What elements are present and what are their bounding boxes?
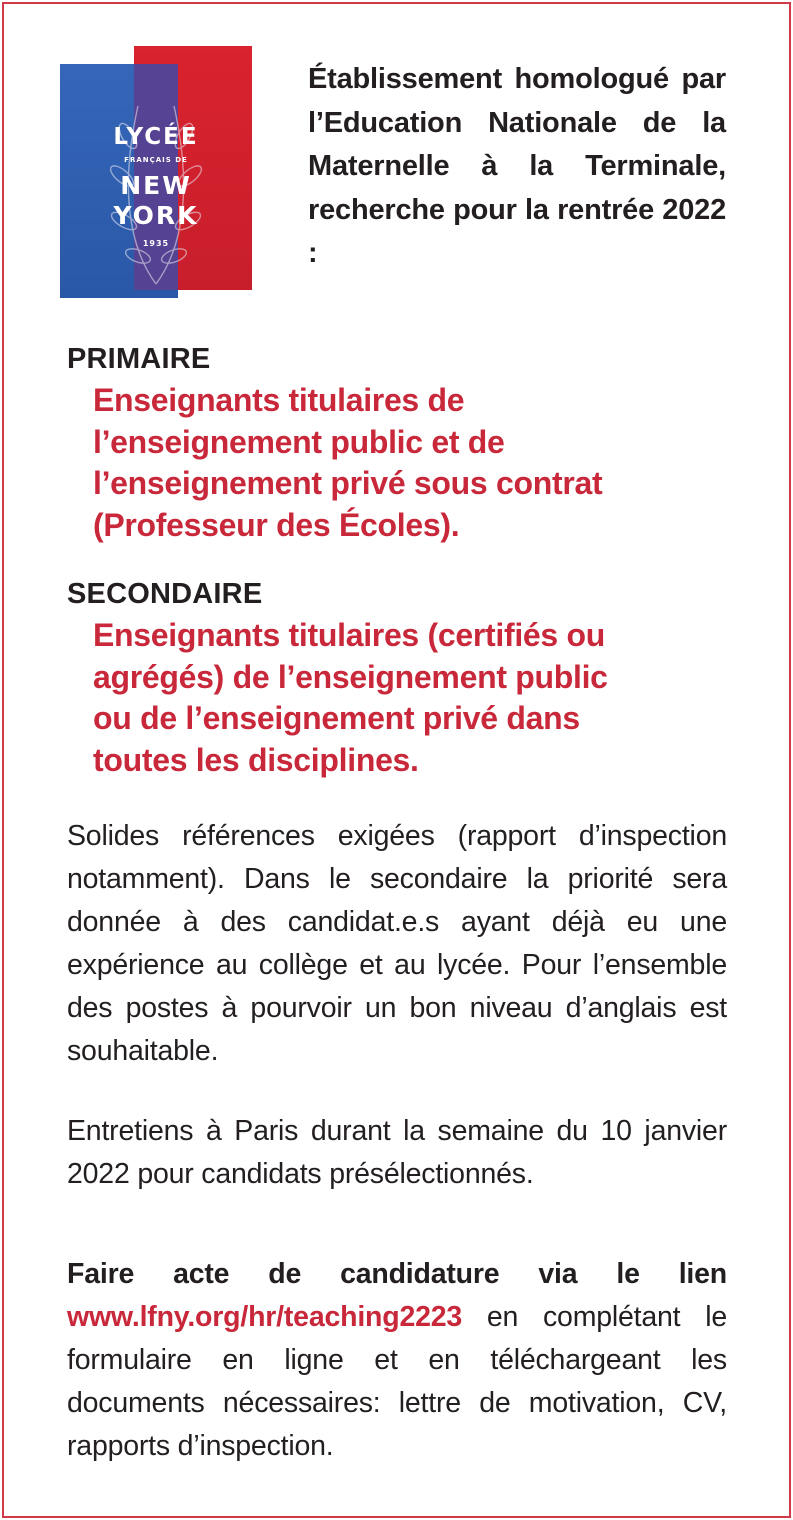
candidature-link[interactable]: www.lfny.org/hr/teaching2223 — [67, 1301, 463, 1333]
candidature-rest: en complétant le formulaire en ligne et en téléchargeant les documents nécessaires: lettre de motivation, CV, rapports d’inspection. — [67, 1301, 727, 1462]
secondaire-line: agrégés) de l’enseignement public — [93, 658, 608, 695]
primaire-line: l’enseignement public et de — [93, 423, 505, 460]
secondaire-line: ou de l’enseignement privé dans — [93, 700, 580, 736]
secondaire-description — [93, 615, 743, 781]
logo-line-francais: FRANÇAIS DE — [124, 156, 188, 164]
secondaire-line: Enseignants titulaires (certifiés ou — [93, 617, 605, 653]
primaire-line: (Professeur des Écoles). — [93, 506, 460, 543]
logo-line-lycee: LYCÉE — [113, 124, 199, 150]
logo-line-year: 1935 — [142, 239, 170, 248]
logo-line-new: NEW — [120, 171, 192, 200]
primaire-line: Enseignants titulaires de — [93, 382, 465, 418]
intro-text: Établissement homologué par l’Education Nationale de la Maternelle à la Terminale, recherche pour la rentrée 2022 : — [308, 63, 726, 269]
lycee-logo — [58, 46, 254, 300]
lycee-logo-graphic — [58, 46, 254, 300]
candidature-paragraph — [67, 1253, 727, 1468]
references-paragraph: Solides références exigées (rapport d’inspection notamment). Dans le secondaire la priorité sera donnée à des candidat.e.s ayant déjà eu une expérience au collège et au lycée. Pour l’ensemble des postes à pourvoir un bon niveau d’anglais est souhaitable. — [67, 820, 727, 1067]
section-title-secondaire: SECONDAIRE — [67, 578, 263, 610]
secondaire-line: toutes les disciplines. — [93, 741, 419, 778]
primaire-line: l’enseignement privé sous contrat — [93, 465, 603, 501]
candidature-lead: Faire acte de candidature via le lien — [67, 1258, 727, 1290]
entretiens-paragraph: Entretiens à Paris durant la semaine du 10 janvier 2022 pour candidats présélectionnés. — [67, 1115, 727, 1190]
section-title-primaire: PRIMAIRE — [67, 343, 211, 375]
primaire-description — [93, 380, 743, 546]
logo-line-york: YORK — [113, 201, 199, 230]
